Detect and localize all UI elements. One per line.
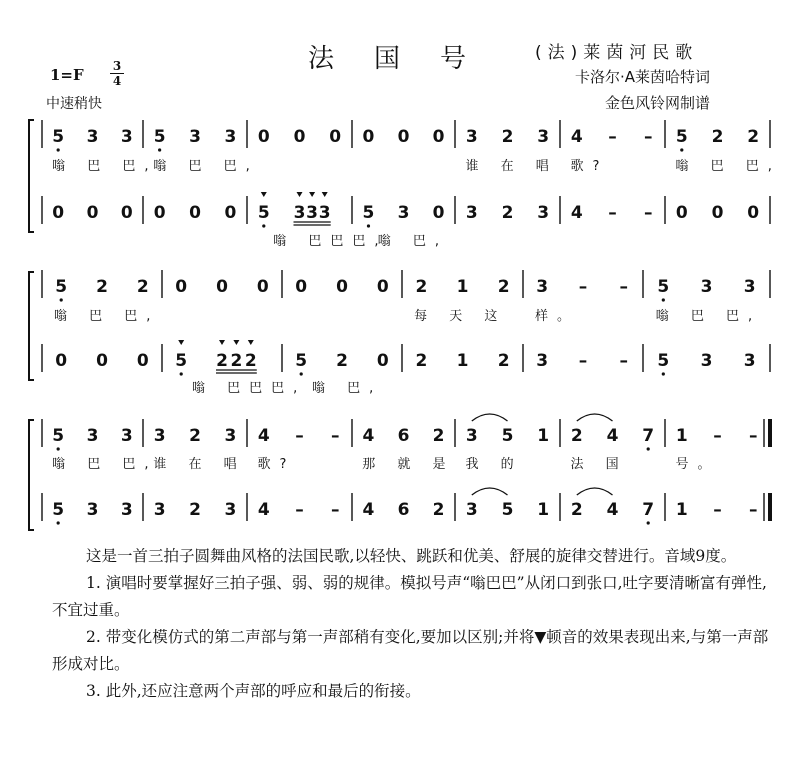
slur <box>577 488 613 495</box>
note: 3 <box>120 426 133 446</box>
staccato-wedge <box>178 340 184 345</box>
system-bracket <box>29 420 34 530</box>
lyric: 嗡 巴 巴, <box>153 159 259 174</box>
note: 0 <box>120 203 133 223</box>
note: 3 <box>120 500 133 520</box>
low-octave-dot <box>647 447 650 450</box>
note: 3 <box>743 277 756 297</box>
note: 0 <box>256 277 269 297</box>
key-signature: 1=F <box>50 66 84 84</box>
note: 2 <box>136 277 149 297</box>
note: 0 <box>376 277 389 297</box>
system-bracket <box>29 120 34 232</box>
low-octave-dot <box>60 298 63 301</box>
note: 0 <box>362 127 375 147</box>
performance-notes <box>52 543 782 705</box>
note: 3 <box>465 203 478 223</box>
note: 2 <box>415 277 428 297</box>
note: 1 <box>537 426 550 446</box>
lyricist-credit: 卡洛尔·A莱茵哈特词 <box>575 68 711 86</box>
notes-intro: 这是一首三拍子圆舞曲风格的法国民歌,以轻快、跳跃和优美、舒展的旋律交替进行。音域9度。 <box>86 547 737 565</box>
note: – <box>330 426 340 446</box>
note: 3 <box>465 127 478 147</box>
lyric: 样。 <box>535 309 580 324</box>
note: 5 <box>52 426 65 446</box>
note: 4 <box>606 426 619 446</box>
note: 4 <box>362 500 375 520</box>
note: 2 <box>711 127 724 147</box>
note: 2 <box>501 203 514 223</box>
note: 0 <box>96 351 108 371</box>
note: 3 <box>743 351 756 371</box>
notes-point-3: 3. 此外,还应注意两个声部的呼应和最后的衔接。 <box>86 682 421 700</box>
note: 2 <box>189 426 201 446</box>
note: 2 <box>501 127 514 147</box>
lyric: 谁 在 唱 <box>153 457 246 472</box>
note: – <box>713 500 722 520</box>
low-octave-dot <box>180 372 183 375</box>
note: 0 <box>295 277 308 297</box>
lyric: 谁 在 唱 <box>465 159 558 174</box>
lyric: 我 的 <box>465 457 523 472</box>
low-octave-dot <box>57 447 60 450</box>
note: – <box>578 351 588 371</box>
note: 0 <box>376 351 389 371</box>
lyric: 号。 <box>675 457 720 472</box>
note: 1 <box>675 500 688 520</box>
note: 3 <box>153 500 166 520</box>
note: 0 <box>175 277 188 297</box>
note: 1 <box>456 351 469 371</box>
note: 5 <box>153 127 166 147</box>
note: 0 <box>432 203 445 223</box>
low-octave-dot <box>57 521 60 524</box>
lyric: 那 就 是 <box>362 457 455 472</box>
note: 0 <box>216 277 228 297</box>
note: 3 <box>536 351 549 371</box>
note: 0 <box>293 127 306 147</box>
note: – <box>330 500 340 520</box>
lyric: 嗡 巴, <box>377 234 449 249</box>
lyric: 嗡 巴 巴, <box>675 159 781 174</box>
lyric: 歌? <box>257 457 296 472</box>
note: 2 <box>189 500 201 520</box>
note: – <box>295 426 304 446</box>
notes-point-1: 1. 演唱时要掌握好三拍子强、弱、弱的规律。模拟号声“嗡巴巴”从闭口到张口,吐字要清晰富有弹性,不宜过重。 <box>52 574 767 619</box>
note: 5 <box>55 277 68 297</box>
note: – <box>608 203 617 223</box>
staccato-wedge <box>322 192 328 197</box>
song-origin: (法)莱茵河民歌 <box>535 43 699 63</box>
low-octave-dot <box>662 372 665 375</box>
note: 0 <box>224 203 237 223</box>
note: 0 <box>711 203 724 223</box>
staccato-wedge <box>233 340 239 345</box>
note: 0 <box>189 203 201 223</box>
note: 5 <box>52 127 65 147</box>
low-octave-dot <box>680 148 683 151</box>
slur <box>577 414 613 421</box>
note: 5 <box>257 203 270 223</box>
note: 3 <box>318 203 331 223</box>
note: – <box>643 203 653 223</box>
slur <box>472 414 508 421</box>
note: 0 <box>86 203 99 223</box>
note: 3 <box>537 203 550 223</box>
note: 4 <box>362 426 375 446</box>
note: 5 <box>657 351 670 371</box>
low-octave-dot <box>57 148 60 151</box>
note: – <box>295 500 304 520</box>
note: 3 <box>293 203 306 223</box>
note: 3 <box>153 426 166 446</box>
lyric: 歌? <box>570 159 609 174</box>
lyric: 嗡 巴巴巴, <box>273 234 388 249</box>
lyric: 法 国 <box>570 457 628 472</box>
staccato-wedge <box>248 340 254 345</box>
note: 5 <box>52 500 65 520</box>
note: 2 <box>336 351 348 371</box>
low-octave-dot <box>158 148 161 151</box>
note: 1 <box>537 500 550 520</box>
tempo-marking: 中速稍快 <box>46 96 102 112</box>
note: 0 <box>55 351 68 371</box>
notes-point-2: 2. 带变化模仿式的第二声部与第一声部稍有变化,要加以区别;并将▼顿音的效果表现出来,与第一声部形成对比。 <box>52 628 769 673</box>
low-octave-dot <box>262 224 265 227</box>
note: 3 <box>224 500 237 520</box>
note: 2 <box>497 351 510 371</box>
lyric: 嗡 巴, <box>312 381 383 396</box>
note: 5 <box>501 500 514 520</box>
note: 3 <box>536 277 549 297</box>
time-numerator: 3 <box>112 59 122 73</box>
note: – <box>619 351 629 371</box>
note: 3 <box>120 127 133 147</box>
note: 5 <box>362 203 375 223</box>
note: 2 <box>570 500 583 520</box>
note: 0 <box>747 203 760 223</box>
note: 1 <box>675 426 688 446</box>
note: 2 <box>570 426 583 446</box>
lyric: 每 天 这 <box>414 309 507 324</box>
note: 2 <box>244 351 257 371</box>
lyric: 嗡 巴巴巴, <box>192 381 307 396</box>
note: 4 <box>257 426 270 446</box>
note: 0 <box>153 203 166 223</box>
note: 0 <box>329 127 342 147</box>
note: 0 <box>136 351 149 371</box>
note: 3 <box>86 500 99 520</box>
time-denominator: 4 <box>112 74 122 88</box>
note: 0 <box>675 203 688 223</box>
note: 5 <box>657 277 670 297</box>
note: 2 <box>432 500 445 520</box>
note: – <box>643 127 653 147</box>
note: 2 <box>415 351 428 371</box>
low-octave-dot <box>647 521 650 524</box>
note: 4 <box>570 127 583 147</box>
note: 4 <box>257 500 270 520</box>
note: 3 <box>224 426 237 446</box>
note: 4 <box>606 500 619 520</box>
note: 3 <box>306 203 319 223</box>
note: 2 <box>432 426 445 446</box>
staccato-wedge <box>297 192 303 197</box>
note: 5 <box>501 426 514 446</box>
staccato-wedge <box>309 192 315 197</box>
note: 5 <box>675 127 688 147</box>
low-octave-dot <box>300 372 303 375</box>
note: 5 <box>175 351 188 371</box>
low-octave-dot <box>367 224 370 227</box>
lyric: 嗡 巴 巴, <box>52 457 158 472</box>
staccato-wedge <box>219 340 225 345</box>
lyric: 嗡 巴 巴, <box>655 309 762 324</box>
low-octave-dot <box>662 298 665 301</box>
note: – <box>608 127 617 147</box>
note: 3 <box>700 277 713 297</box>
note: 3 <box>86 127 99 147</box>
note: 0 <box>257 127 270 147</box>
note: 3 <box>86 426 99 446</box>
note: 1 <box>456 277 469 297</box>
note: 7 <box>642 500 655 520</box>
note: – <box>748 426 758 446</box>
note: 2 <box>230 351 243 371</box>
note: 2 <box>96 277 108 297</box>
note: 0 <box>336 277 348 297</box>
note: – <box>619 277 629 297</box>
note: 4 <box>570 203 583 223</box>
note: 6 <box>397 426 410 446</box>
staccato-wedge <box>261 192 267 197</box>
note: 5 <box>295 351 308 371</box>
note: 3 <box>465 426 478 446</box>
note: 2 <box>497 277 510 297</box>
lyric: 嗡 巴 巴, <box>54 309 160 324</box>
note: 3 <box>189 127 201 147</box>
lyric: 嗡 巴 巴, <box>52 159 158 174</box>
note: 0 <box>432 127 445 147</box>
note: 2 <box>216 351 228 371</box>
score-maker-credit: 金色风铃网制谱 <box>605 94 711 112</box>
note: 0 <box>397 127 410 147</box>
note: 2 <box>747 127 760 147</box>
note: 6 <box>397 500 410 520</box>
note: – <box>578 277 588 297</box>
note: 0 <box>52 203 65 223</box>
system-bracket <box>29 272 34 380</box>
note: 3 <box>537 127 550 147</box>
note: – <box>748 500 758 520</box>
note: – <box>713 426 722 446</box>
song-title: 法国号 <box>308 44 507 74</box>
note: 3 <box>224 127 237 147</box>
note: 3 <box>465 500 478 520</box>
note: 3 <box>700 351 713 371</box>
note: 7 <box>642 426 655 446</box>
note: 3 <box>397 203 410 223</box>
slur <box>472 488 508 495</box>
